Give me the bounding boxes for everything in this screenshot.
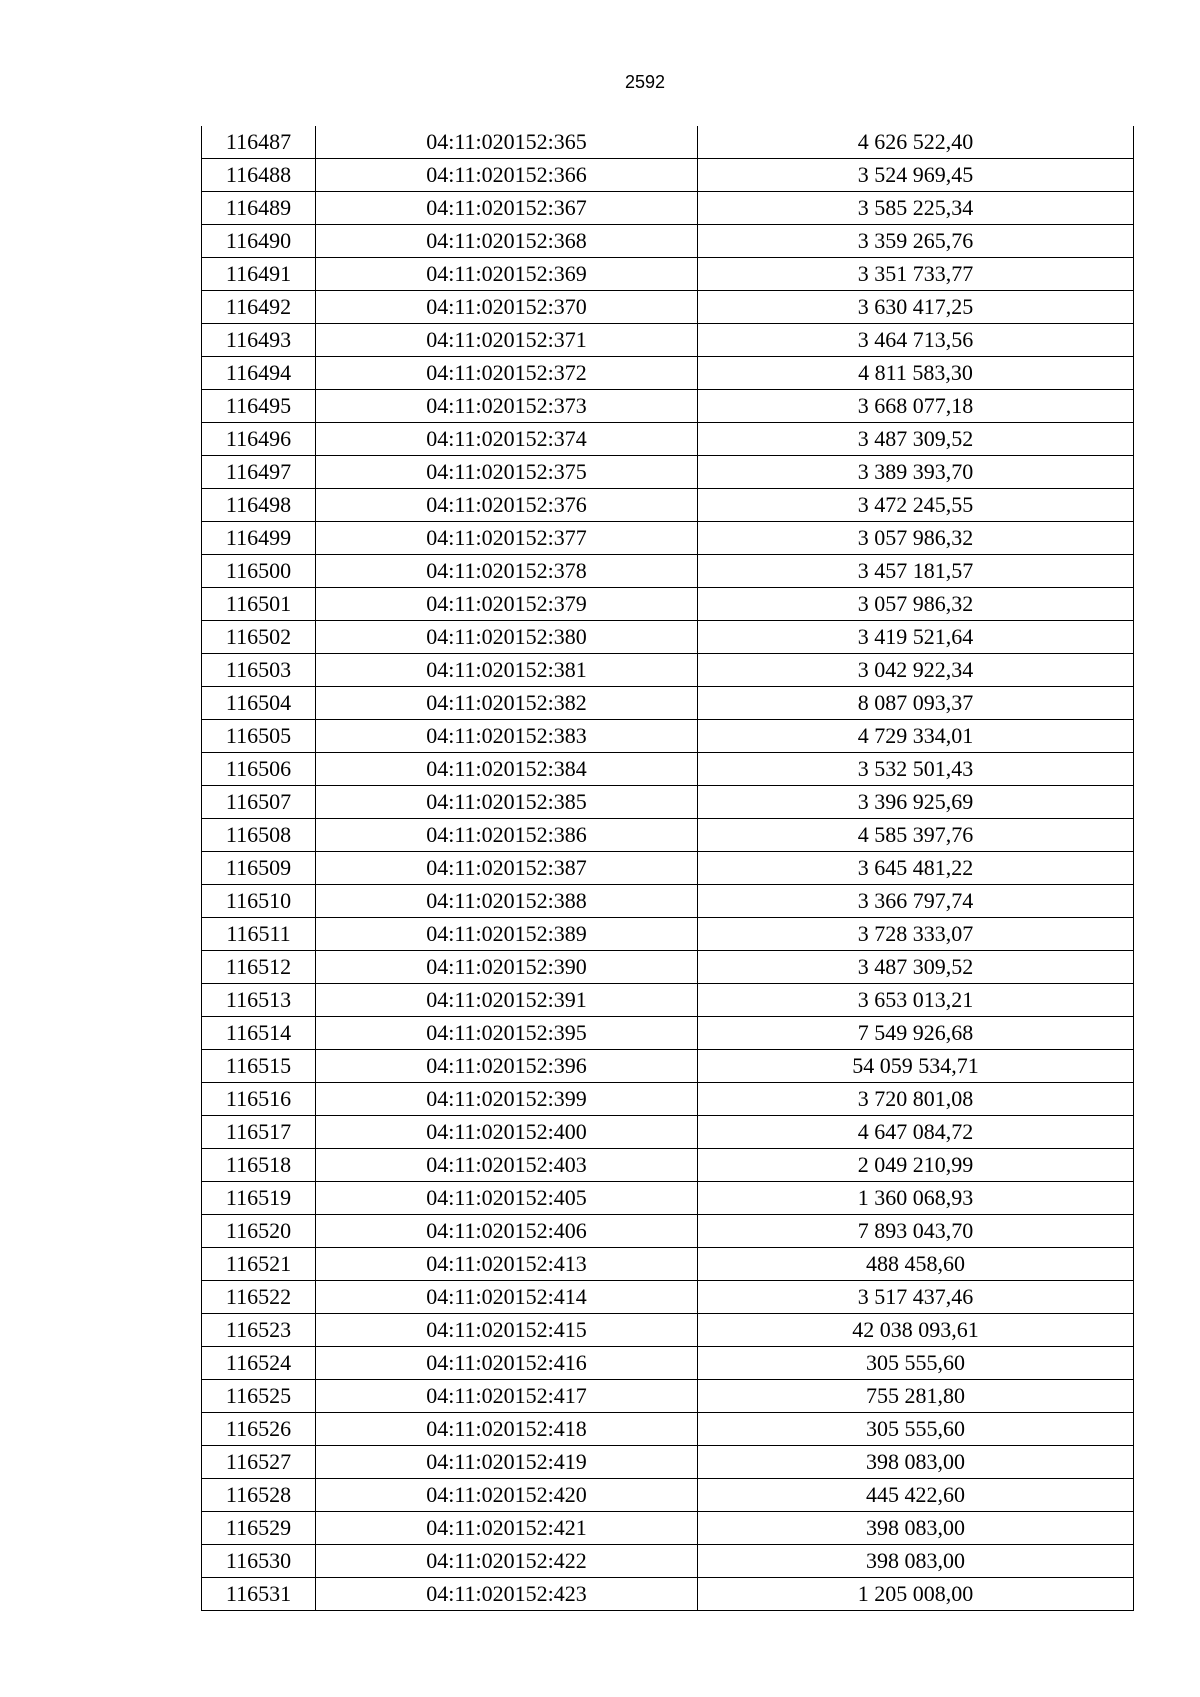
table-row <box>202 786 1134 819</box>
cadastral-value-cell: 54 059 534,71 <box>698 1050 1134 1083</box>
table-row <box>202 324 1134 357</box>
row-number-cell: 116525 <box>202 1380 316 1413</box>
cadastral-value-cell: 3 630 417,25 <box>698 291 1134 324</box>
cadastral-value-cell: 398 083,00 <box>698 1446 1134 1479</box>
row-number-cell: 116489 <box>202 192 316 225</box>
cadastral-number-cell: 04:11:020152:369 <box>316 258 698 291</box>
cadastral-number-cell: 04:11:020152:395 <box>316 1017 698 1050</box>
cadastral-value-cell: 3 057 986,32 <box>698 522 1134 555</box>
table-row <box>202 225 1134 258</box>
table-row <box>202 555 1134 588</box>
cadastral-value-cell: 3 532 501,43 <box>698 753 1134 786</box>
cadastral-number-cell: 04:11:020152:413 <box>316 1248 698 1281</box>
table-row <box>202 126 1134 159</box>
row-number-cell: 116511 <box>202 918 316 951</box>
table-row <box>202 885 1134 918</box>
row-number-cell: 116517 <box>202 1116 316 1149</box>
cadastral-value-cell: 3 668 077,18 <box>698 390 1134 423</box>
cadastral-value-cell: 1 205 008,00 <box>698 1578 1134 1611</box>
table-row <box>202 654 1134 687</box>
cadastral-number-cell: 04:11:020152:373 <box>316 390 698 423</box>
cadastral-number-cell: 04:11:020152:400 <box>316 1116 698 1149</box>
row-number-cell: 116519 <box>202 1182 316 1215</box>
table-row <box>202 753 1134 786</box>
table-row <box>202 1413 1134 1446</box>
table-row <box>202 291 1134 324</box>
row-number-cell: 116488 <box>202 159 316 192</box>
table-row <box>202 852 1134 885</box>
table-row <box>202 819 1134 852</box>
cadastral-number-cell: 04:11:020152:406 <box>316 1215 698 1248</box>
table-row <box>202 1215 1134 1248</box>
table-row <box>202 918 1134 951</box>
table-row <box>202 489 1134 522</box>
row-number-cell: 116494 <box>202 357 316 390</box>
cadastral-number-cell: 04:11:020152:419 <box>316 1446 698 1479</box>
cadastral-value-cell: 3 487 309,52 <box>698 951 1134 984</box>
cadastral-number-cell: 04:11:020152:380 <box>316 621 698 654</box>
cadastral-number-cell: 04:11:020152:370 <box>316 291 698 324</box>
table-row <box>202 423 1134 456</box>
cadastral-number-cell: 04:11:020152:379 <box>316 588 698 621</box>
table-row <box>202 1149 1134 1182</box>
row-number-cell: 116518 <box>202 1149 316 1182</box>
row-number-cell: 116495 <box>202 390 316 423</box>
table-row <box>202 357 1134 390</box>
cadastral-value-cell: 4 729 334,01 <box>698 720 1134 753</box>
row-number-cell: 116524 <box>202 1347 316 1380</box>
cadastral-number-cell: 04:11:020152:421 <box>316 1512 698 1545</box>
row-number-cell: 116521 <box>202 1248 316 1281</box>
cadastral-value-cell: 3 359 265,76 <box>698 225 1134 258</box>
cadastral-number-cell: 04:11:020152:415 <box>316 1314 698 1347</box>
table-row <box>202 456 1134 489</box>
table-row <box>202 687 1134 720</box>
table-row <box>202 390 1134 423</box>
cadastral-value-cell: 488 458,60 <box>698 1248 1134 1281</box>
cadastral-number-cell: 04:11:020152:420 <box>316 1479 698 1512</box>
cadastral-value-cell: 445 422,60 <box>698 1479 1134 1512</box>
cadastral-value-table <box>201 126 1134 1611</box>
row-number-cell: 116492 <box>202 291 316 324</box>
row-number-cell: 116496 <box>202 423 316 456</box>
row-number-cell: 116499 <box>202 522 316 555</box>
cadastral-number-cell: 04:11:020152:388 <box>316 885 698 918</box>
cadastral-value-cell: 3 057 986,32 <box>698 588 1134 621</box>
cadastral-number-cell: 04:11:020152:399 <box>316 1083 698 1116</box>
cadastral-value-cell: 755 281,80 <box>698 1380 1134 1413</box>
cadastral-value-cell: 3 645 481,22 <box>698 852 1134 885</box>
row-number-cell: 116528 <box>202 1479 316 1512</box>
cadastral-value-cell: 398 083,00 <box>698 1545 1134 1578</box>
row-number-cell: 116523 <box>202 1314 316 1347</box>
table-body <box>202 126 1134 1611</box>
cadastral-value-cell: 4 647 084,72 <box>698 1116 1134 1149</box>
row-number-cell: 116505 <box>202 720 316 753</box>
row-number-cell: 116527 <box>202 1446 316 1479</box>
cadastral-number-cell: 04:11:020152:365 <box>316 126 698 159</box>
row-number-cell: 116529 <box>202 1512 316 1545</box>
cadastral-number-cell: 04:11:020152:391 <box>316 984 698 1017</box>
cadastral-value-cell: 3 585 225,34 <box>698 192 1134 225</box>
row-number-cell: 116497 <box>202 456 316 489</box>
cadastral-value-cell: 8 087 093,37 <box>698 687 1134 720</box>
row-number-cell: 116504 <box>202 687 316 720</box>
row-number-cell: 116522 <box>202 1281 316 1314</box>
table-row <box>202 1446 1134 1479</box>
cadastral-value-cell: 305 555,60 <box>698 1413 1134 1446</box>
row-number-cell: 116491 <box>202 258 316 291</box>
table-row <box>202 1083 1134 1116</box>
row-number-cell: 116510 <box>202 885 316 918</box>
cadastral-value-cell: 3 351 733,77 <box>698 258 1134 291</box>
table-row <box>202 1578 1134 1611</box>
cadastral-value-cell: 42 038 093,61 <box>698 1314 1134 1347</box>
table-row <box>202 1281 1134 1314</box>
row-number-cell: 116500 <box>202 555 316 588</box>
cadastral-number-cell: 04:11:020152:422 <box>316 1545 698 1578</box>
cadastral-value-cell: 1 360 068,93 <box>698 1182 1134 1215</box>
row-number-cell: 116520 <box>202 1215 316 1248</box>
table-row <box>202 1116 1134 1149</box>
table-row <box>202 258 1134 291</box>
cadastral-number-cell: 04:11:020152:377 <box>316 522 698 555</box>
cadastral-number-cell: 04:11:020152:390 <box>316 951 698 984</box>
row-number-cell: 116514 <box>202 1017 316 1050</box>
cadastral-value-cell: 3 419 521,64 <box>698 621 1134 654</box>
cadastral-value-cell: 305 555,60 <box>698 1347 1134 1380</box>
table-row <box>202 1248 1134 1281</box>
row-number-cell: 116509 <box>202 852 316 885</box>
cadastral-value-cell: 3 389 393,70 <box>698 456 1134 489</box>
cadastral-number-cell: 04:11:020152:418 <box>316 1413 698 1446</box>
row-number-cell: 116513 <box>202 984 316 1017</box>
page-number: 2592 <box>624 72 666 92</box>
row-number-cell: 116493 <box>202 324 316 357</box>
cadastral-value-cell: 3 396 925,69 <box>698 786 1134 819</box>
cadastral-number-cell: 04:11:020152:387 <box>316 852 698 885</box>
cadastral-number-cell: 04:11:020152:386 <box>316 819 698 852</box>
row-number-cell: 116507 <box>202 786 316 819</box>
table-row <box>202 588 1134 621</box>
cadastral-number-cell: 04:11:020152:385 <box>316 786 698 819</box>
table-row <box>202 1545 1134 1578</box>
cadastral-number-cell: 04:11:020152:376 <box>316 489 698 522</box>
table-row <box>202 1182 1134 1215</box>
table-row <box>202 159 1134 192</box>
row-number-cell: 116515 <box>202 1050 316 1083</box>
cadastral-number-cell: 04:11:020152:403 <box>316 1149 698 1182</box>
table-row <box>202 984 1134 1017</box>
cadastral-number-cell: 04:11:020152:367 <box>316 192 698 225</box>
cadastral-value-cell: 3 728 333,07 <box>698 918 1134 951</box>
cadastral-value-cell: 7 549 926,68 <box>698 1017 1134 1050</box>
row-number-cell: 116508 <box>202 819 316 852</box>
row-number-cell: 116498 <box>202 489 316 522</box>
table-row <box>202 720 1134 753</box>
table-row <box>202 1314 1134 1347</box>
table-row <box>202 1479 1134 1512</box>
cadastral-number-cell: 04:11:020152:396 <box>316 1050 698 1083</box>
cadastral-number-cell: 04:11:020152:371 <box>316 324 698 357</box>
row-number-cell: 116512 <box>202 951 316 984</box>
row-number-cell: 116501 <box>202 588 316 621</box>
row-number-cell: 116487 <box>202 126 316 159</box>
cadastral-value-cell: 3 464 713,56 <box>698 324 1134 357</box>
cadastral-value-cell: 7 893 043,70 <box>698 1215 1134 1248</box>
cadastral-number-cell: 04:11:020152:405 <box>316 1182 698 1215</box>
cadastral-value-cell: 3 720 801,08 <box>698 1083 1134 1116</box>
cadastral-value-cell: 3 042 922,34 <box>698 654 1134 687</box>
cadastral-value-cell: 3 653 013,21 <box>698 984 1134 1017</box>
cadastral-number-cell: 04:11:020152:375 <box>316 456 698 489</box>
cadastral-value-cell: 3 366 797,74 <box>698 885 1134 918</box>
cadastral-number-cell: 04:11:020152:389 <box>316 918 698 951</box>
table-row <box>202 1017 1134 1050</box>
cadastral-number-cell: 04:11:020152:381 <box>316 654 698 687</box>
row-number-cell: 116502 <box>202 621 316 654</box>
row-number-cell: 116530 <box>202 1545 316 1578</box>
cadastral-value-cell: 3 524 969,45 <box>698 159 1134 192</box>
table-row <box>202 621 1134 654</box>
cadastral-value-cell: 4 626 522,40 <box>698 126 1134 159</box>
table-row <box>202 1512 1134 1545</box>
cadastral-number-cell: 04:11:020152:382 <box>316 687 698 720</box>
cadastral-number-cell: 04:11:020152:366 <box>316 159 698 192</box>
row-number-cell: 116490 <box>202 225 316 258</box>
cadastral-number-cell: 04:11:020152:384 <box>316 753 698 786</box>
cadastral-value-cell: 3 487 309,52 <box>698 423 1134 456</box>
table-row <box>202 192 1134 225</box>
table-row <box>202 951 1134 984</box>
row-number-cell: 116503 <box>202 654 316 687</box>
cadastral-number-cell: 04:11:020152:423 <box>316 1578 698 1611</box>
cadastral-value-cell: 4 811 583,30 <box>698 357 1134 390</box>
cadastral-number-cell: 04:11:020152:374 <box>316 423 698 456</box>
cadastral-number-cell: 04:11:020152:378 <box>316 555 698 588</box>
cadastral-number-cell: 04:11:020152:414 <box>316 1281 698 1314</box>
table-row <box>202 1380 1134 1413</box>
row-number-cell: 116516 <box>202 1083 316 1116</box>
row-number-cell: 116526 <box>202 1413 316 1446</box>
cadastral-number-cell: 04:11:020152:368 <box>316 225 698 258</box>
cadastral-value-cell: 398 083,00 <box>698 1512 1134 1545</box>
cadastral-value-cell: 3 472 245,55 <box>698 489 1134 522</box>
table-row <box>202 522 1134 555</box>
cadastral-number-cell: 04:11:020152:372 <box>316 357 698 390</box>
cadastral-number-cell: 04:11:020152:416 <box>316 1347 698 1380</box>
row-number-cell: 116531 <box>202 1578 316 1611</box>
cadastral-value-cell: 3 517 437,46 <box>698 1281 1134 1314</box>
cadastral-number-cell: 04:11:020152:417 <box>316 1380 698 1413</box>
table-row <box>202 1050 1134 1083</box>
cadastral-value-cell: 4 585 397,76 <box>698 819 1134 852</box>
cadastral-value-cell: 3 457 181,57 <box>698 555 1134 588</box>
table-row <box>202 1347 1134 1380</box>
row-number-cell: 116506 <box>202 753 316 786</box>
cadastral-number-cell: 04:11:020152:383 <box>316 720 698 753</box>
cadastral-value-cell: 2 049 210,99 <box>698 1149 1134 1182</box>
